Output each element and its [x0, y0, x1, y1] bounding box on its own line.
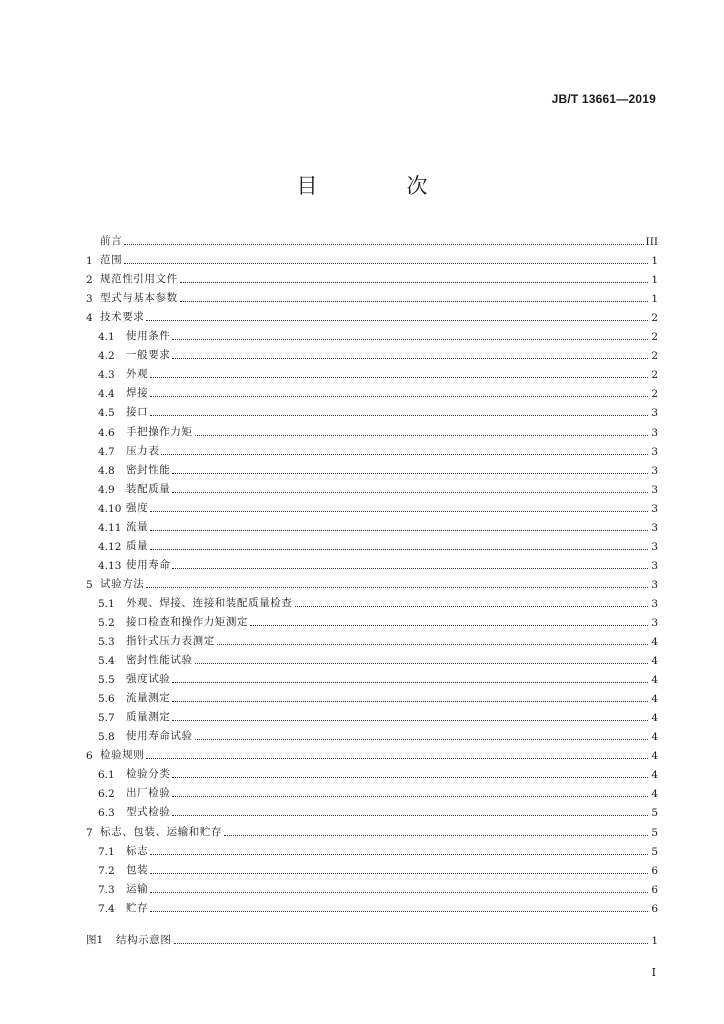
toc-entry-number: 4.9: [98, 483, 115, 496]
toc-leader-dots: [172, 491, 648, 493]
toc-entry[interactable]: [86, 458, 658, 477]
toc-entry-number: 7: [86, 826, 93, 839]
toc-entry-page: 3: [651, 407, 658, 420]
toc-entry-label: 接口: [126, 406, 149, 419]
toc-entry[interactable]: [86, 324, 658, 343]
toc-entry-number: 6: [86, 750, 93, 763]
toc-entry-number: 7.4: [98, 902, 115, 915]
toc-entry-page: 2: [651, 312, 658, 325]
toc-entry-label: 指针式压力表测定: [126, 635, 215, 648]
toc-entry[interactable]: [86, 839, 658, 858]
toc-entry-page: 4: [651, 693, 658, 706]
toc-entry-number: 4: [86, 312, 93, 325]
toc-entry[interactable]: [86, 229, 658, 248]
toc-entry-label: 试验方法: [100, 577, 145, 590]
toc-leader-dots: [146, 586, 648, 588]
toc-entry[interactable]: [86, 648, 658, 667]
toc-entry-label: 强度: [126, 501, 149, 514]
toc-entry-number: 4.2: [98, 350, 115, 363]
toc-entry-page: 6: [651, 864, 658, 877]
toc-entry-page: 4: [651, 769, 658, 782]
toc-entry[interactable]: [86, 534, 658, 553]
toc-leader-dots: [172, 719, 648, 721]
toc-entry-number: 4.3: [98, 369, 115, 382]
toc-entry-label: 贮存: [126, 901, 149, 914]
toc-entry-number: 7.2: [98, 864, 115, 877]
toc-entry-label: 外观、焊接、连接和装配质量检查: [126, 596, 293, 609]
toc-leader-dots: [295, 605, 649, 607]
toc-entry-label: 流量测定: [126, 692, 171, 705]
toc-entry-label: 运输: [126, 882, 149, 895]
toc-entry-number: 1: [86, 255, 93, 268]
toc-leader-dots: [146, 757, 648, 759]
toc-entry-label: 焊接: [126, 387, 149, 400]
toc-entry-number: 4.12: [98, 540, 122, 553]
toc-entry[interactable]: [86, 267, 658, 286]
toc-entry-label: 质量: [126, 539, 149, 552]
toc-entry-label: 一般要求: [126, 349, 171, 362]
toc-leader-dots: [250, 624, 648, 626]
toc-leader-dots: [195, 738, 648, 740]
toc-leader-dots: [172, 814, 648, 816]
toc-entry[interactable]: [86, 553, 658, 572]
toc-leader-dots: [150, 853, 648, 855]
toc-entry-number: 5.4: [98, 655, 115, 668]
toc-entry[interactable]: [86, 343, 658, 362]
toc-entry-number: 5.1: [98, 597, 115, 610]
toc-entry-number: 7.3: [98, 883, 115, 896]
toc-entry[interactable]: [86, 400, 658, 419]
toc-entry-page: 3: [651, 540, 658, 553]
toc-entry-page: 3: [651, 559, 658, 572]
toc-entry-page: 5: [651, 807, 658, 820]
toc-entry[interactable]: [86, 439, 658, 458]
toc-entry-number: 5: [86, 578, 93, 591]
toc-leader-dots: [150, 395, 648, 397]
toc-entry-page: III: [645, 236, 658, 249]
toc-entry-label: 标志、包装、运输和贮存: [100, 825, 223, 838]
toc-leader-dots: [172, 681, 648, 683]
toc-entry-page: 4: [651, 636, 658, 649]
toc-entry[interactable]: [86, 724, 658, 743]
toc-leader-dots: [172, 567, 648, 569]
toc-entry-page: 3: [651, 445, 658, 458]
toc-entry-number: 4.8: [98, 464, 115, 477]
toc-entry[interactable]: [86, 286, 658, 305]
toc-leader-dots: [172, 357, 648, 359]
toc-entry-page: 4: [651, 655, 658, 668]
toc-entry-number: 6.2: [98, 788, 115, 801]
toc-entry-page: 4: [651, 750, 658, 763]
toc-entry-number: 7.1: [98, 845, 115, 858]
toc-leader-dots: [150, 548, 648, 550]
page-number: I: [651, 966, 656, 979]
toc-leader-dots: [150, 510, 648, 512]
toc-entry[interactable]: [86, 362, 658, 381]
toc-entry[interactable]: [86, 705, 658, 724]
toc-leader-dots: [150, 529, 648, 531]
toc-entry-number: 4.10: [98, 502, 122, 515]
toc-entry[interactable]: [86, 572, 658, 591]
toc-entry[interactable]: [86, 591, 658, 610]
toc-entry[interactable]: [86, 419, 658, 438]
table-of-contents: [86, 229, 658, 947]
toc-entry-label: 手把操作力矩: [126, 425, 193, 438]
toc-entry-page: 1: [651, 274, 658, 287]
toc-leader-dots: [217, 643, 648, 645]
toc-leader-dots: [150, 414, 648, 416]
toc-entry-number: 4.1: [98, 331, 115, 344]
toc-entry-label: 质量测定: [126, 711, 171, 724]
toc-entry-label: 结构示意图: [116, 933, 172, 946]
toc-entry-page: 6: [651, 883, 658, 896]
toc-entry-number: 5.6: [98, 693, 115, 706]
toc-entry-page: 1: [651, 934, 658, 947]
toc-entry-page: 5: [651, 845, 658, 858]
toc-leader-dots: [124, 243, 643, 245]
toc-leader-dots: [161, 453, 648, 455]
toc-entry-number: 4.13: [98, 559, 122, 572]
toc-leader-dots: [180, 300, 648, 302]
toc-entry-label: 流量: [126, 520, 149, 533]
toc-entry-page: 3: [651, 502, 658, 515]
toc-leader-dots: [172, 338, 648, 340]
toc-entry-page: 3: [651, 426, 658, 439]
toc-entry-number: 6.1: [98, 769, 115, 782]
toc-entry-page: 4: [651, 788, 658, 801]
toc-entry[interactable]: [86, 800, 658, 819]
toc-leader-dots: [224, 834, 648, 836]
toc-entry-label: 前言: [100, 235, 123, 248]
toc-entry-label: 型式与基本参数: [100, 292, 178, 305]
toc-entry-number: 4.7: [98, 445, 115, 458]
toc-entry-label: 装配质量: [126, 482, 171, 495]
toc-entry-number: 6.3: [98, 807, 115, 820]
toc-entry-label: 包装: [126, 863, 149, 876]
toc-entry-label: 技术要求: [100, 311, 145, 324]
toc-entry-number: 4.6: [98, 426, 115, 439]
toc-entry-page: 6: [651, 902, 658, 915]
toc-entry[interactable]: [86, 762, 658, 781]
toc-entry-page: 3: [651, 483, 658, 496]
toc-entry[interactable]: [86, 877, 658, 896]
toc-entry-label: 使用条件: [126, 330, 171, 343]
toc-entry[interactable]: [86, 819, 658, 838]
toc-entry-label: 规范性引用文件: [100, 273, 178, 286]
toc-entry-page: 4: [651, 731, 658, 744]
toc-entry[interactable]: [86, 381, 658, 400]
toc-entry[interactable]: [86, 667, 658, 686]
toc-leader-dots: [150, 376, 648, 378]
toc-entry-label: 使用寿命试验: [126, 730, 193, 743]
toc-entry-label: 使用寿命: [126, 558, 171, 571]
toc-entry-label: 型式检验: [126, 806, 171, 819]
standard-code: JB/T 13661—2019: [551, 92, 656, 106]
toc-entry-label: 出厂检验: [126, 787, 171, 800]
toc-entry-number: 5.3: [98, 636, 115, 649]
page-title: 目 次: [296, 174, 462, 198]
toc-entry-number: 5.5: [98, 674, 115, 687]
toc-entry-page: 1: [651, 293, 658, 306]
toc-entry-page: 2: [651, 388, 658, 401]
toc-leader-dots: [150, 872, 648, 874]
toc-figure-entry[interactable]: [86, 928, 658, 947]
toc-entry[interactable]: [86, 858, 658, 877]
toc-leader-dots: [174, 942, 649, 944]
toc-entry[interactable]: [86, 896, 658, 915]
toc-entry-label: 外观: [126, 368, 149, 381]
toc-entry-page: 3: [651, 578, 658, 591]
toc-leader-dots: [195, 662, 648, 664]
toc-entry-label: 密封性能试验: [126, 654, 193, 667]
toc-leader-dots: [195, 434, 648, 436]
toc-entry-label: 接口检查和操作力矩测定: [126, 615, 249, 628]
toc-leader-dots: [172, 795, 648, 797]
toc-entry-label: 强度试验: [126, 673, 171, 686]
toc-entry[interactable]: [86, 743, 658, 762]
toc-entry-page: 1: [651, 255, 658, 268]
toc-entry-label: 范围: [100, 254, 123, 267]
toc-entry-page: 2: [651, 369, 658, 382]
toc-entry[interactable]: [86, 477, 658, 496]
toc-entry-page: 3: [651, 616, 658, 629]
toc-leader-dots: [124, 262, 648, 264]
toc-entry[interactable]: [86, 686, 658, 705]
toc-entry-number: 3: [86, 293, 93, 306]
toc-leader-dots: [172, 776, 648, 778]
toc-leader-dots: [172, 700, 648, 702]
toc-entry-label: 检验分类: [126, 768, 171, 781]
toc-entry-label: 密封性能: [126, 463, 171, 476]
toc-entry[interactable]: [86, 610, 658, 629]
toc-entry-page: 4: [651, 712, 658, 725]
toc-entry-page: 2: [651, 350, 658, 363]
toc-entry-page: 3: [651, 464, 658, 477]
toc-entry[interactable]: [86, 496, 658, 515]
toc-entry-page: 4: [651, 674, 658, 687]
toc-entry-number: 4.11: [98, 521, 122, 534]
toc-leader-dots: [150, 891, 648, 893]
toc-entry-number: 5.2: [98, 616, 115, 629]
toc-entry-number: 5.8: [98, 731, 115, 744]
toc-leader-dots: [150, 910, 648, 912]
toc-leader-dots: [172, 472, 648, 474]
toc-entry-label: 压力表: [126, 444, 160, 457]
toc-entry[interactable]: [86, 248, 658, 267]
toc-entry[interactable]: [86, 781, 658, 800]
toc-entry[interactable]: [86, 305, 658, 324]
toc-entry-page: 3: [651, 597, 658, 610]
toc-leader-dots: [146, 319, 648, 321]
toc-entry-page: 5: [651, 826, 658, 839]
toc-entry-number: 图1: [86, 933, 104, 946]
toc-entry-number: 5.7: [98, 712, 115, 725]
toc-entry[interactable]: [86, 515, 658, 534]
toc-entry-label: 检验规则: [100, 749, 145, 762]
toc-entry-number: 2: [86, 274, 93, 287]
toc-leader-dots: [180, 281, 648, 283]
toc-entry-page: 2: [651, 331, 658, 344]
toc-entry-page: 3: [651, 521, 658, 534]
toc-entry-label: 标志: [126, 844, 149, 857]
toc-entry-number: 4.5: [98, 407, 115, 420]
toc-entry-number: 4.4: [98, 388, 115, 401]
toc-entry[interactable]: [86, 629, 658, 648]
